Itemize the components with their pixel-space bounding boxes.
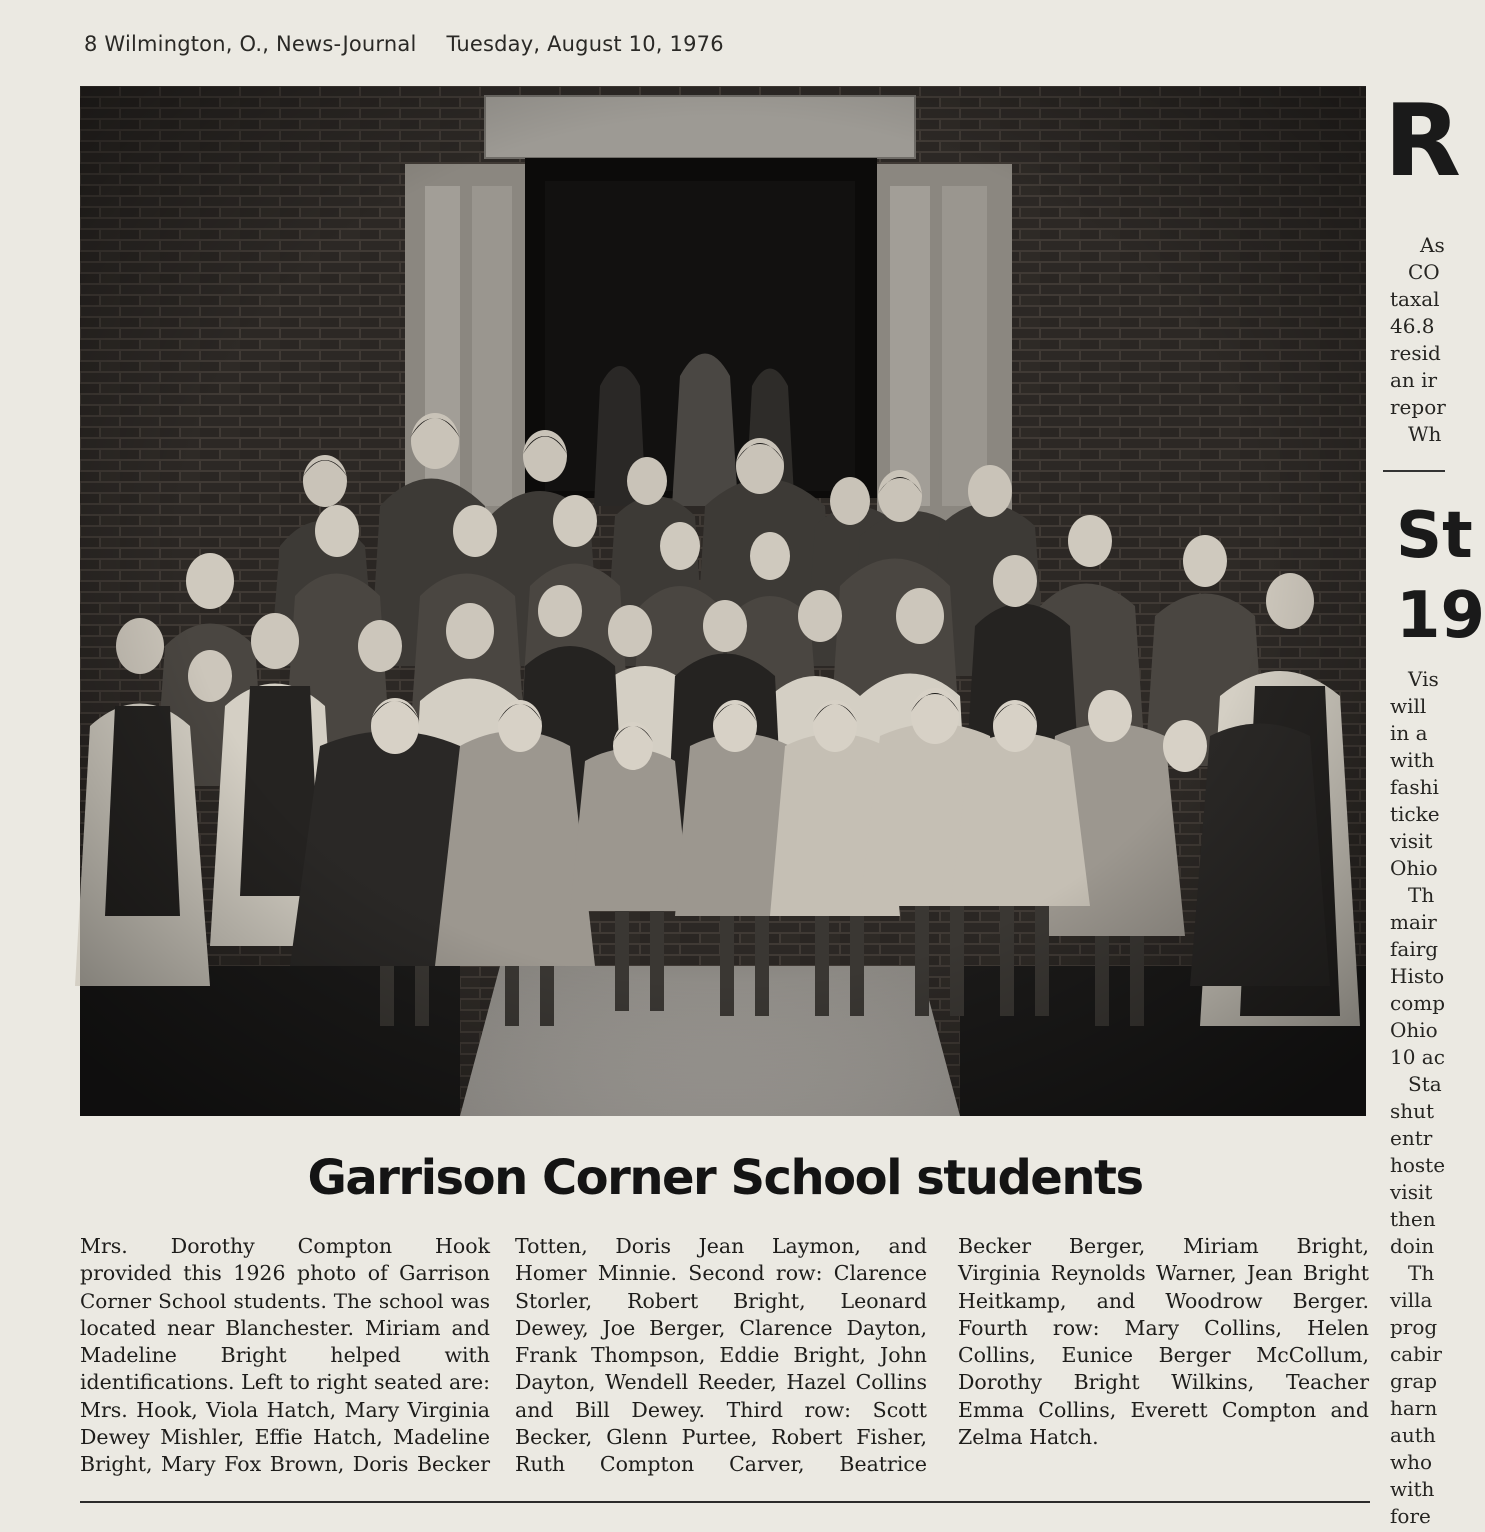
text-line: auth xyxy=(1390,1423,1436,1447)
caption-line: Frank Thompson, Eddie Bright, John xyxy=(515,1343,927,1368)
right-column-headline-2b: 19 xyxy=(1396,579,1485,653)
right-column-headline-2a: St xyxy=(1396,499,1473,573)
caption-line: Zelma Hatch. xyxy=(958,1425,1099,1450)
caption-line: Becker, Glenn Purtee, Robert Fisher, xyxy=(515,1425,927,1450)
text-line: harn xyxy=(1390,1396,1438,1420)
text-line: with xyxy=(1390,1477,1435,1501)
caption-line: Homer Minnie. Second row: Clarence xyxy=(515,1261,927,1286)
caption-line: Collins, Eunice Berger McCollum, xyxy=(958,1343,1369,1368)
caption-line: Ruth Compton Carver, Beatrice xyxy=(515,1452,927,1477)
text-line: prog xyxy=(1390,1315,1438,1339)
photo-illustration xyxy=(80,86,1366,1116)
text-line: visit xyxy=(1390,829,1433,853)
caption-line: Dorothy Bright Wilkins, Teacher xyxy=(958,1370,1369,1395)
text-line: who xyxy=(1390,1450,1433,1474)
caption-line: Dewey, Joe Berger, Clarence Dayton, xyxy=(515,1315,927,1340)
text-line: taxal xyxy=(1390,287,1440,311)
text-line: Wh xyxy=(1408,422,1442,446)
caption-line: Storler, Robert Bright, Leonard xyxy=(515,1288,927,1313)
text-line: CO xyxy=(1408,260,1440,284)
caption-line: located near Blanchester. Miriam and xyxy=(80,1315,490,1340)
right-column-headline-1: R xyxy=(1384,82,1462,199)
caption-line: Fourth row: Mary Collins, Helen xyxy=(958,1315,1369,1340)
caption-line: Totten, Doris Jean Laymon, and xyxy=(515,1234,927,1258)
text-line: Th xyxy=(1408,883,1435,907)
caption-line: Becker Berger, Miriam Bright, xyxy=(958,1234,1369,1258)
caption-line: Dewey Mishler, Effie Hatch, Madeline xyxy=(80,1425,490,1450)
page-folio xyxy=(84,32,724,56)
right-column-story-1 xyxy=(1390,232,1445,448)
text-line: villa xyxy=(1390,1288,1433,1312)
text-line: 46.8 xyxy=(1390,314,1435,338)
caption-line: Corner School students. The school was xyxy=(80,1288,490,1313)
text-line: Sta xyxy=(1408,1072,1442,1096)
caption-line: identifications. Left to right seated are: xyxy=(80,1370,490,1395)
article-headline: Garrison Corner School students xyxy=(307,1150,1143,1206)
text-line: Ohio xyxy=(1390,1018,1438,1042)
caption-line: Madeline Bright helped with xyxy=(80,1343,490,1368)
caption-line: Emma Collins, Everett Compton and xyxy=(958,1397,1369,1422)
text-line: Th xyxy=(1408,1261,1435,1285)
text-line: As xyxy=(1420,233,1445,257)
text-line: fashi xyxy=(1390,775,1439,799)
text-line: comp xyxy=(1390,991,1446,1015)
text-line: fore xyxy=(1390,1504,1431,1528)
text-line: resid xyxy=(1390,341,1441,365)
text-line: an ir xyxy=(1390,368,1438,392)
text-line: Vis xyxy=(1408,667,1439,691)
caption-line: Virginia Reynolds Warner, Jean Bright xyxy=(958,1261,1369,1286)
text-line: fairg xyxy=(1390,937,1439,961)
caption-line: Mrs. Hook, Viola Hatch, Mary Virginia xyxy=(80,1397,490,1422)
school-class-photo xyxy=(80,86,1366,1116)
text-line: cabir xyxy=(1390,1342,1442,1366)
text-line: Histo xyxy=(1390,964,1445,988)
caption-line: and Bill Dewey. Third row: Scott xyxy=(515,1397,927,1422)
caption-column-1 xyxy=(80,1233,490,1478)
caption-line: Heitkamp, and Woodrow Berger. xyxy=(958,1288,1369,1313)
caption-line: Bright, Mary Fox Brown, Doris Becker xyxy=(80,1452,490,1477)
text-line: visit xyxy=(1390,1180,1433,1204)
column-rule xyxy=(1383,470,1445,472)
text-line: ticke xyxy=(1390,802,1440,826)
text-line: entr xyxy=(1390,1126,1433,1150)
text-line: doin xyxy=(1390,1234,1435,1258)
text-line: grap xyxy=(1390,1369,1438,1393)
text-line: shut xyxy=(1390,1099,1435,1123)
text-line: hoste xyxy=(1390,1153,1446,1177)
text-line: then xyxy=(1390,1207,1436,1231)
page-line: 8 Wilmington, O., News-Journal xyxy=(84,32,417,56)
text-line: 10 ac xyxy=(1390,1045,1445,1069)
bottom-rule xyxy=(80,1501,1370,1503)
publication-date: Tuesday, August 10, 1976 xyxy=(446,32,724,56)
right-column-story-2 xyxy=(1390,666,1445,1530)
caption-line: Dayton, Wendell Reeder, Hazel Collins xyxy=(515,1370,927,1395)
text-line: Ohio xyxy=(1390,856,1438,880)
text-line: will xyxy=(1390,694,1427,718)
text-line: mair xyxy=(1390,910,1437,934)
text-line: in a xyxy=(1390,721,1428,745)
caption-column-2 xyxy=(515,1233,927,1478)
text-line: with xyxy=(1390,748,1435,772)
caption-line: provided this 1926 photo of Garrison xyxy=(80,1261,490,1286)
caption-line: Mrs. Dorothy Compton Hook xyxy=(80,1234,490,1258)
text-line: repor xyxy=(1390,395,1446,419)
caption-column-3 xyxy=(958,1233,1369,1478)
